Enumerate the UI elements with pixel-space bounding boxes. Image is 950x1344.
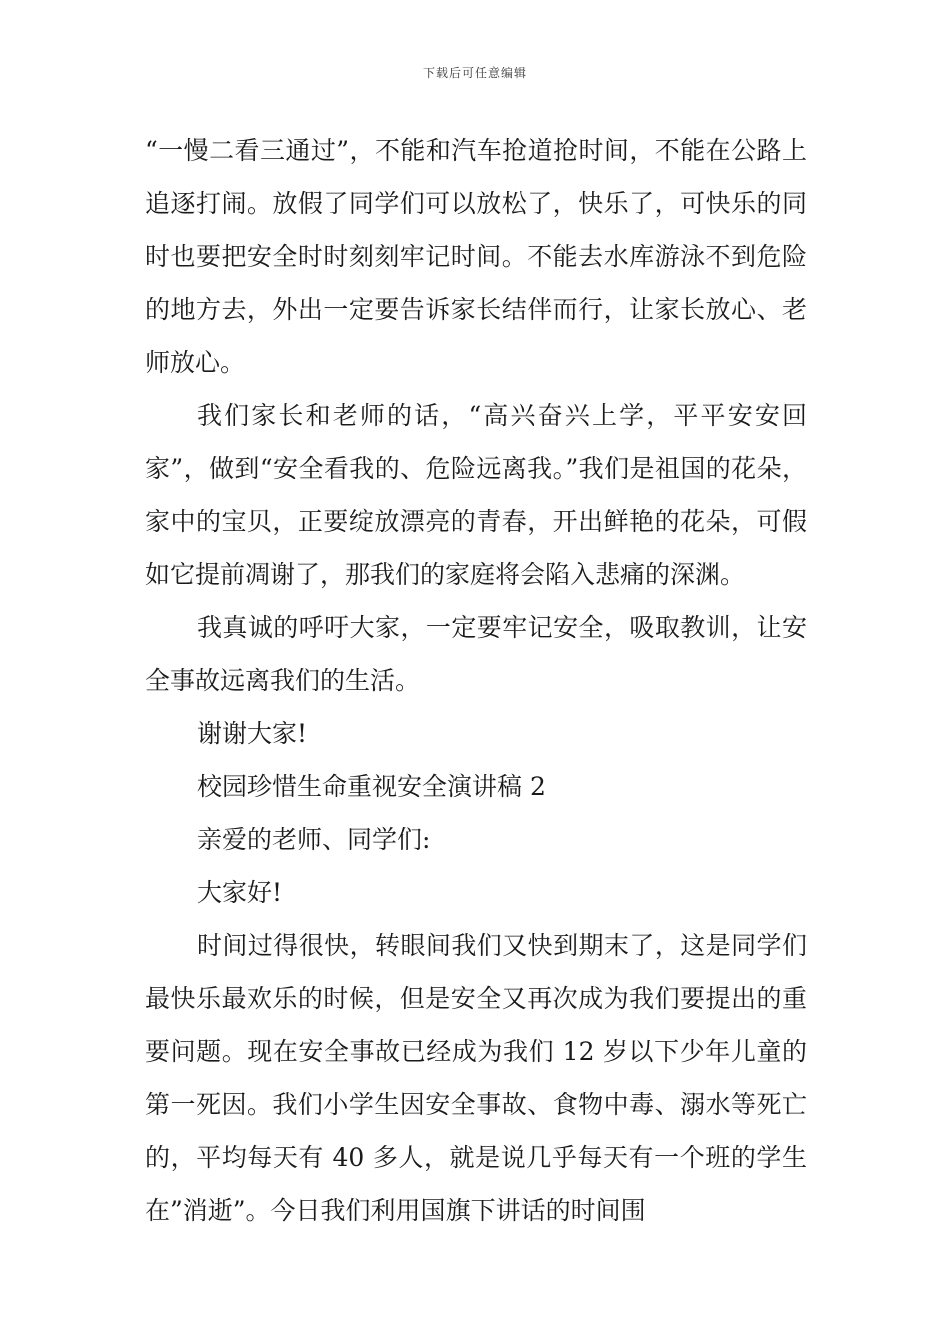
header-note: 下载后可任意编辑 bbox=[422, 66, 527, 80]
paragraph-closing: 谢谢大家! bbox=[197, 719, 308, 748]
paragraph: 我们家长和老师的话，“高兴奋兴上学，平平安安回家”，做到“安全看我的、危险远离我。”我们是祖国的花朵，家中的宝贝，正要绽放漂亮的青春，开出鲜艳的花朵，可假如它提前凋谢了，那我们的家庭将会陷入悲痛的深渊。 bbox=[145, 401, 807, 589]
section-title: 校园珍惜生命重视安全演讲稿 2 bbox=[197, 772, 546, 801]
paragraph-continuation: “一慢二看三通过”，不能和汽车抢道抢时间，不能在公路上追逐打闹。放假了同学们可以放松了，快乐了，可快乐的同时也要把安全时时刻刻牢记时间。不能去水库游泳不到危险的地方去，外出一定要告诉家长结伴而行，让家长放心、老师放心。 bbox=[145, 136, 807, 377]
document-body bbox=[145, 124, 807, 1237]
paragraph: 时间过得很快，转眼间我们又快到期末了，这是同学们最快乐最欢乐的时候，但是安全又再次成为我们要提出的重要问题。现在安全事故已经成为我们 12 岁以下少年儿童的第一死因。我们小学生因安全事故、食物中毒、溺水等死亡的，平均每天有 40 多人，就是说几乎每天有一个班的学生在”消逝”。今日我们利用国旗下讲话的时间围 bbox=[145, 931, 807, 1225]
paragraph: 我真诚的呼吁大家，一定要牢记安全，吸取教训，让安全事故远离我们的生活。 bbox=[145, 613, 807, 695]
greeting: 大家好! bbox=[197, 878, 283, 907]
salutation: 亲爱的老师、同学们: bbox=[197, 825, 431, 854]
